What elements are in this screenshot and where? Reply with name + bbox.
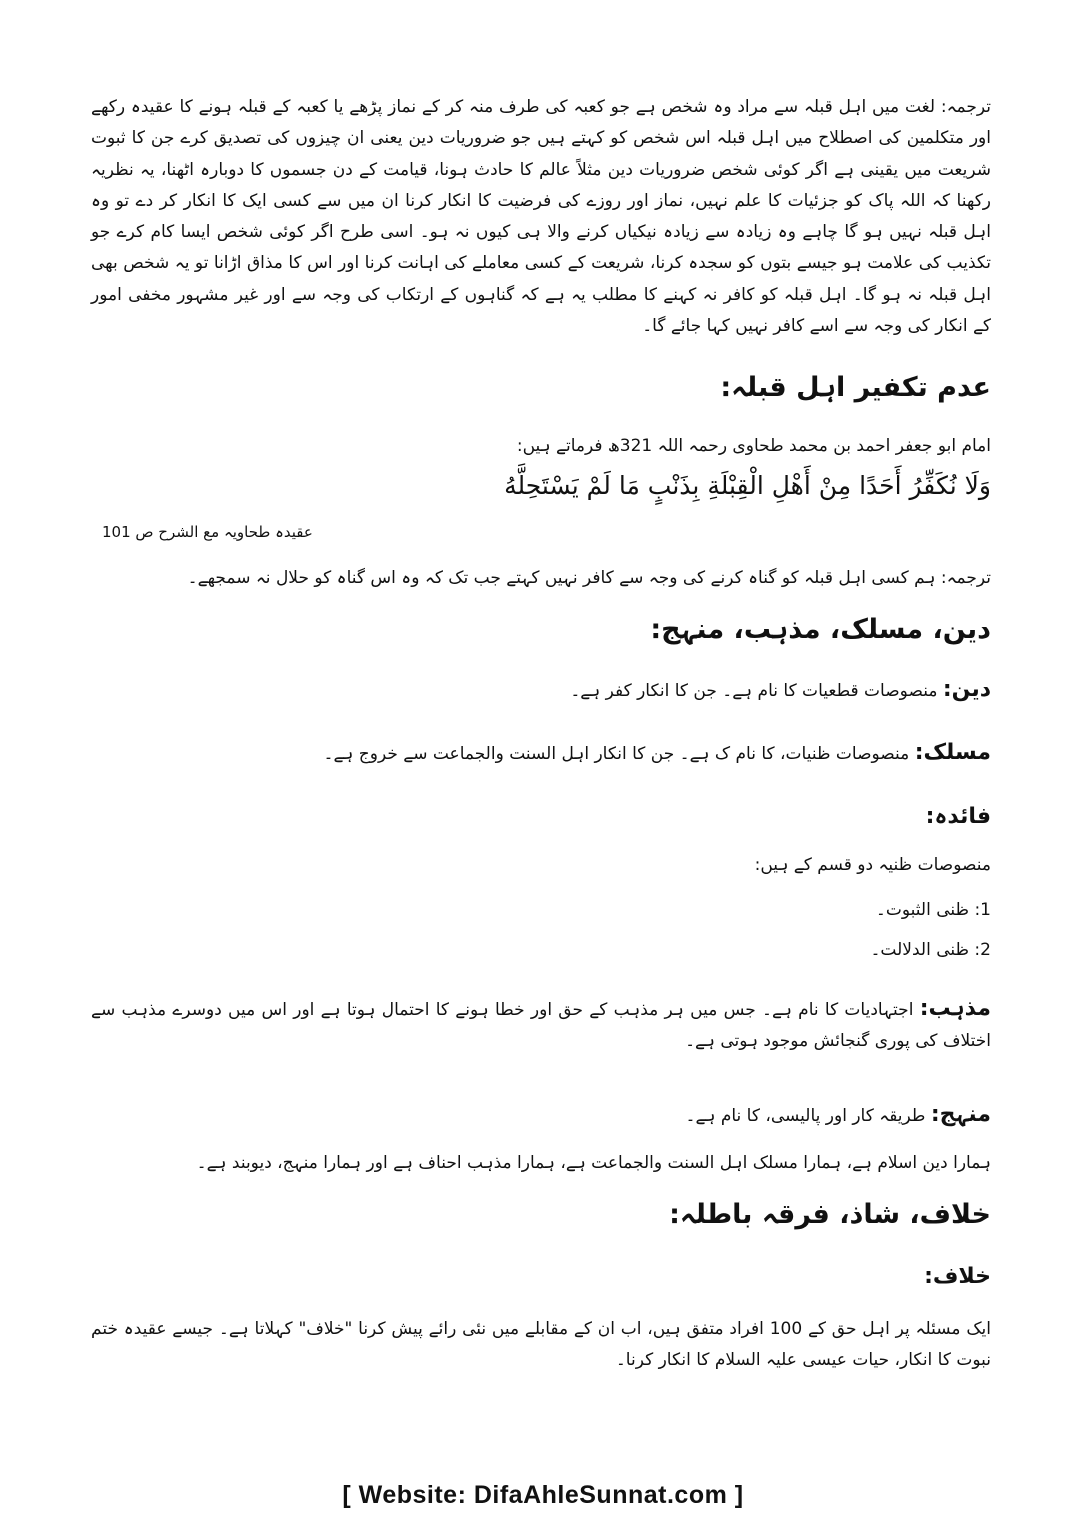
section-heading-takfir: عدم تکفیر اہل قبلہ: bbox=[720, 372, 991, 403]
intro-paragraph: ترجمہ: لغت میں اہل قبلہ سے مراد وہ شخص ہے جو کعبہ کی طرف منہ کر کے نماز پڑھے یا کعبہ کے قبلہ ہونے کا عقیدہ رکھے اور متکلمین کی اصطلاح میں اہل قبلہ اس شخص کو کہتے ہیں جو ضروریات دین یعنی ان چیزوں کی تصدیق کرے جن کا ثبوت شریعت میں یقینی ہے اگر کوئی شخص ضروریات دین مثلاً عالم کا حادث ہونا، قیامت کے دن جسموں کا دوبارہ اٹھنا، یہ نظریہ رکھنا کہ اللہ پاک کو جزئیات کا علم نہیں، نماز اور روزے کی فرضیت کا انکار کرنا ان میں سے کسی ایک کا انکار کر دے تو وہ اہل قبلہ نہیں ہو گا چاہے وہ زیادہ سے زیادہ نیکیاں کرنے والا ہی کیوں نہ ہو۔ اسی طرح اگر کوئی شخص ایسا کام کرے جو تکذیب کی علامت ہو جیسے بتوں کو سجدہ کرنا، شریعت کے کسی معاملے کی اہانت کرنا اور اس کا مذاق اڑانا تو یہ شخص بھی اہل قبلہ نہ ہو گا۔ اہل قبلہ کو کافر نہ کہنے کا مطلب یہ ہے کہ گناہوں کے ارتکاب کی وجہ سے اور غیر مشہور مخفی امور کے انکار کی وجہ سے اسے کافر نہیں کہا جائے گا۔ bbox=[91, 97, 991, 337]
faida-heading: فائدہ: bbox=[925, 804, 991, 829]
website-footer: [ Website: DifaAhleSunnat.com ] bbox=[342, 1481, 744, 1509]
section-heading-khilaf-shaz: خلاف، شاذ، فرقہ باطلہ: bbox=[669, 1199, 991, 1230]
reference-citation: عقیدہ طحاویہ مع الشرح ص 101 bbox=[102, 523, 313, 541]
summary-line: ہمارا دین اسلام ہے، ہمارا مسلک اہل السنت والجماعت ہے، ہمارا مذہب احناف ہے اور ہمارا منہج، دیوبند ہے۔ bbox=[196, 1153, 991, 1173]
khilaf-paragraph: ایک مسئلہ پر اہل حق کے 100 افراد متفق ہیں، اب ان کے مقابلے میں نئی رائے پیش کرنا "خلاف" کہلاتا ہے۔ جیسے عقیدہ ختم نبوت کا انکار، حیات عیسی علیہ السلام کا انکار کرنا۔ bbox=[91, 1319, 991, 1371]
term-maslak: مسلک: bbox=[914, 740, 991, 765]
section-heading-deen-maslak: دین، مسلک، مذہب، منہج: bbox=[650, 614, 991, 645]
definition-deen-text: منصوصات قطعیات کا نام ہے۔ جن کا انکار کفر ہے۔ bbox=[570, 681, 943, 701]
definition-maslak bbox=[91, 740, 991, 767]
khilaf-heading: خلاف: bbox=[924, 1264, 991, 1289]
definition-mazhab-text: اجتہادیات کا نام ہے۔ جس میں ہر مذہب کے حق اور خطا ہونے کا احتمال ہوتا ہے اور اس میں دوسرے مذہب سے اختلاف کی پوری گنجائش موجود ہوتی ہے۔ bbox=[91, 1000, 991, 1052]
arabic-quote: وَلَا نُكَفِّرُ أَحَدًا مِنْ أَهْلِ الْقِبْلَةِ بِذَنْبٍ مَا لَمْ يَسْتَحِلَّهُ bbox=[504, 471, 991, 500]
term-mazhab: مذہب: bbox=[919, 996, 991, 1021]
list-item: 2: ظنی الدلالت۔ bbox=[870, 940, 991, 960]
definition-manhaj-text: طریقہ کار اور پالیسی، کا نام ہے۔ bbox=[685, 1106, 931, 1126]
quote-translation: ترجمہ: ہم کسی اہل قبلہ کو گناہ کرنے کی وجہ سے کافر نہیں کہتے جب تک کہ وہ اس گناہ کو حلال نہ سمجھے۔ bbox=[187, 568, 991, 588]
definition-maslak-text: منصوصات ظنیات، کا نام ک ہے۔ جن کا انکار اہل السنت والجماعت سے خروج ہے۔ bbox=[323, 744, 915, 764]
definition-mazhab bbox=[91, 993, 991, 1058]
list-item: 1: ظنی الثبوت۔ bbox=[875, 900, 991, 920]
term-manhaj: منہج: bbox=[930, 1102, 991, 1127]
faida-intro: منصوصات ظنیہ دو قسم کے ہیں: bbox=[754, 855, 991, 875]
quote-intro: امام ابو جعفر احمد بن محمد طحاوی رحمہ اللہ 321ھ فرماتے ہیں: bbox=[516, 436, 991, 456]
term-deen: دین: bbox=[942, 677, 991, 702]
definition-deen bbox=[91, 677, 991, 704]
definition-manhaj bbox=[91, 1102, 991, 1129]
